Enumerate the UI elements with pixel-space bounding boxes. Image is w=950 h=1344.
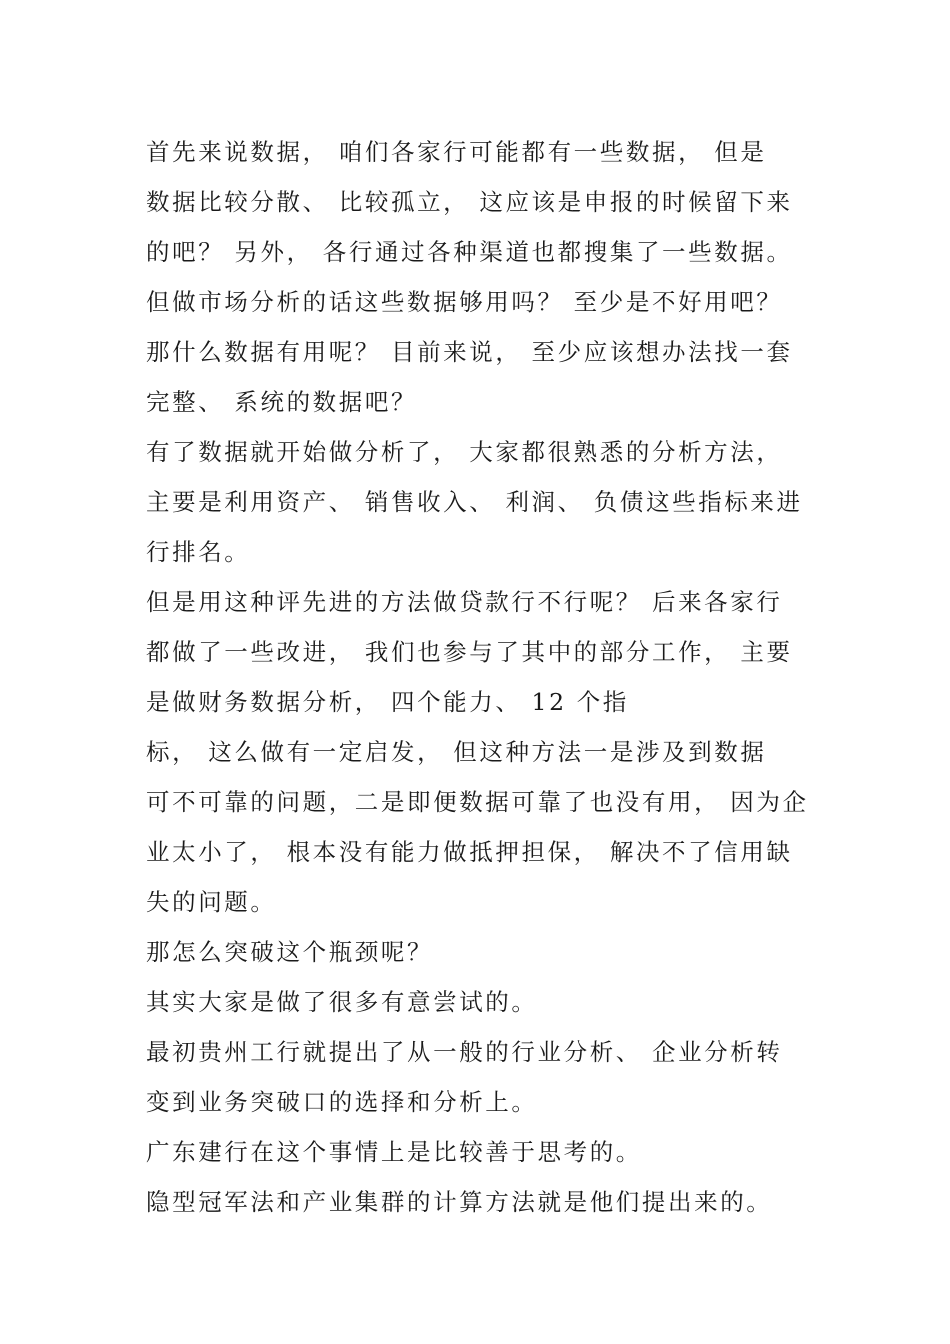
- text-line: 的吧？ 另外， 各行通过各种渠道也都搜集了一些数据。: [146, 238, 793, 266]
- text-line: 最初贵州工行就提出了从一般的行业分析、 企业分析转: [146, 1038, 783, 1066]
- text-line: 广东建行在这个事情上是比较善于思考的。: [146, 1138, 642, 1166]
- text-line: 但是用这种评先进的方法做贷款行不行呢？ 后来各家行: [146, 588, 783, 616]
- text-line: 首先来说数据， 咱们各家行可能都有一些数据， 但是: [146, 138, 767, 166]
- text-line: 隐型冠军法和产业集群的计算方法就是他们提出来的。: [146, 1188, 773, 1216]
- text-line: 完整、 系统的数据吧？: [146, 388, 418, 416]
- text-line: 其实大家是做了很多有意尝试的。: [146, 988, 538, 1016]
- text-line: 但做市场分析的话这些数据够用吗？ 至少是不好用吧？: [146, 288, 783, 316]
- text-line: 主要是利用资产、 销售收入、 利润、 负债这些指标来进: [146, 488, 803, 516]
- text-line: 都做了一些改进， 我们也参与了其中的部分工作， 主要: [146, 638, 793, 666]
- text-line: 失的问题。: [146, 888, 277, 916]
- text-line: 标， 这么做有一定启发， 但这种方法一是涉及到数据: [146, 738, 767, 766]
- text-line: 可不可靠的问题，二是即便数据可靠了也没有用， 因为企: [146, 788, 809, 816]
- text-line: 那什么数据有用呢？ 目前来说， 至少应该想办法找一套: [146, 338, 793, 366]
- text-line: 有了数据就开始做分析了， 大家都很熟悉的分析方法，: [146, 438, 783, 466]
- text-line: 行排名。: [146, 538, 251, 566]
- text-line: 是做财务数据分析， 四个能力、 12 个指: [146, 688, 629, 716]
- text-line: 业太小了， 根本没有能力做抵押担保， 解决不了信用缺: [146, 838, 793, 866]
- text-line: 数据比较分散、 比较孤立， 这应该是申报的时候留下来: [146, 188, 793, 216]
- text-line: 变到业务突破口的选择和分析上。: [146, 1088, 538, 1116]
- text-line: 那怎么突破这个瓶颈呢？: [146, 938, 434, 966]
